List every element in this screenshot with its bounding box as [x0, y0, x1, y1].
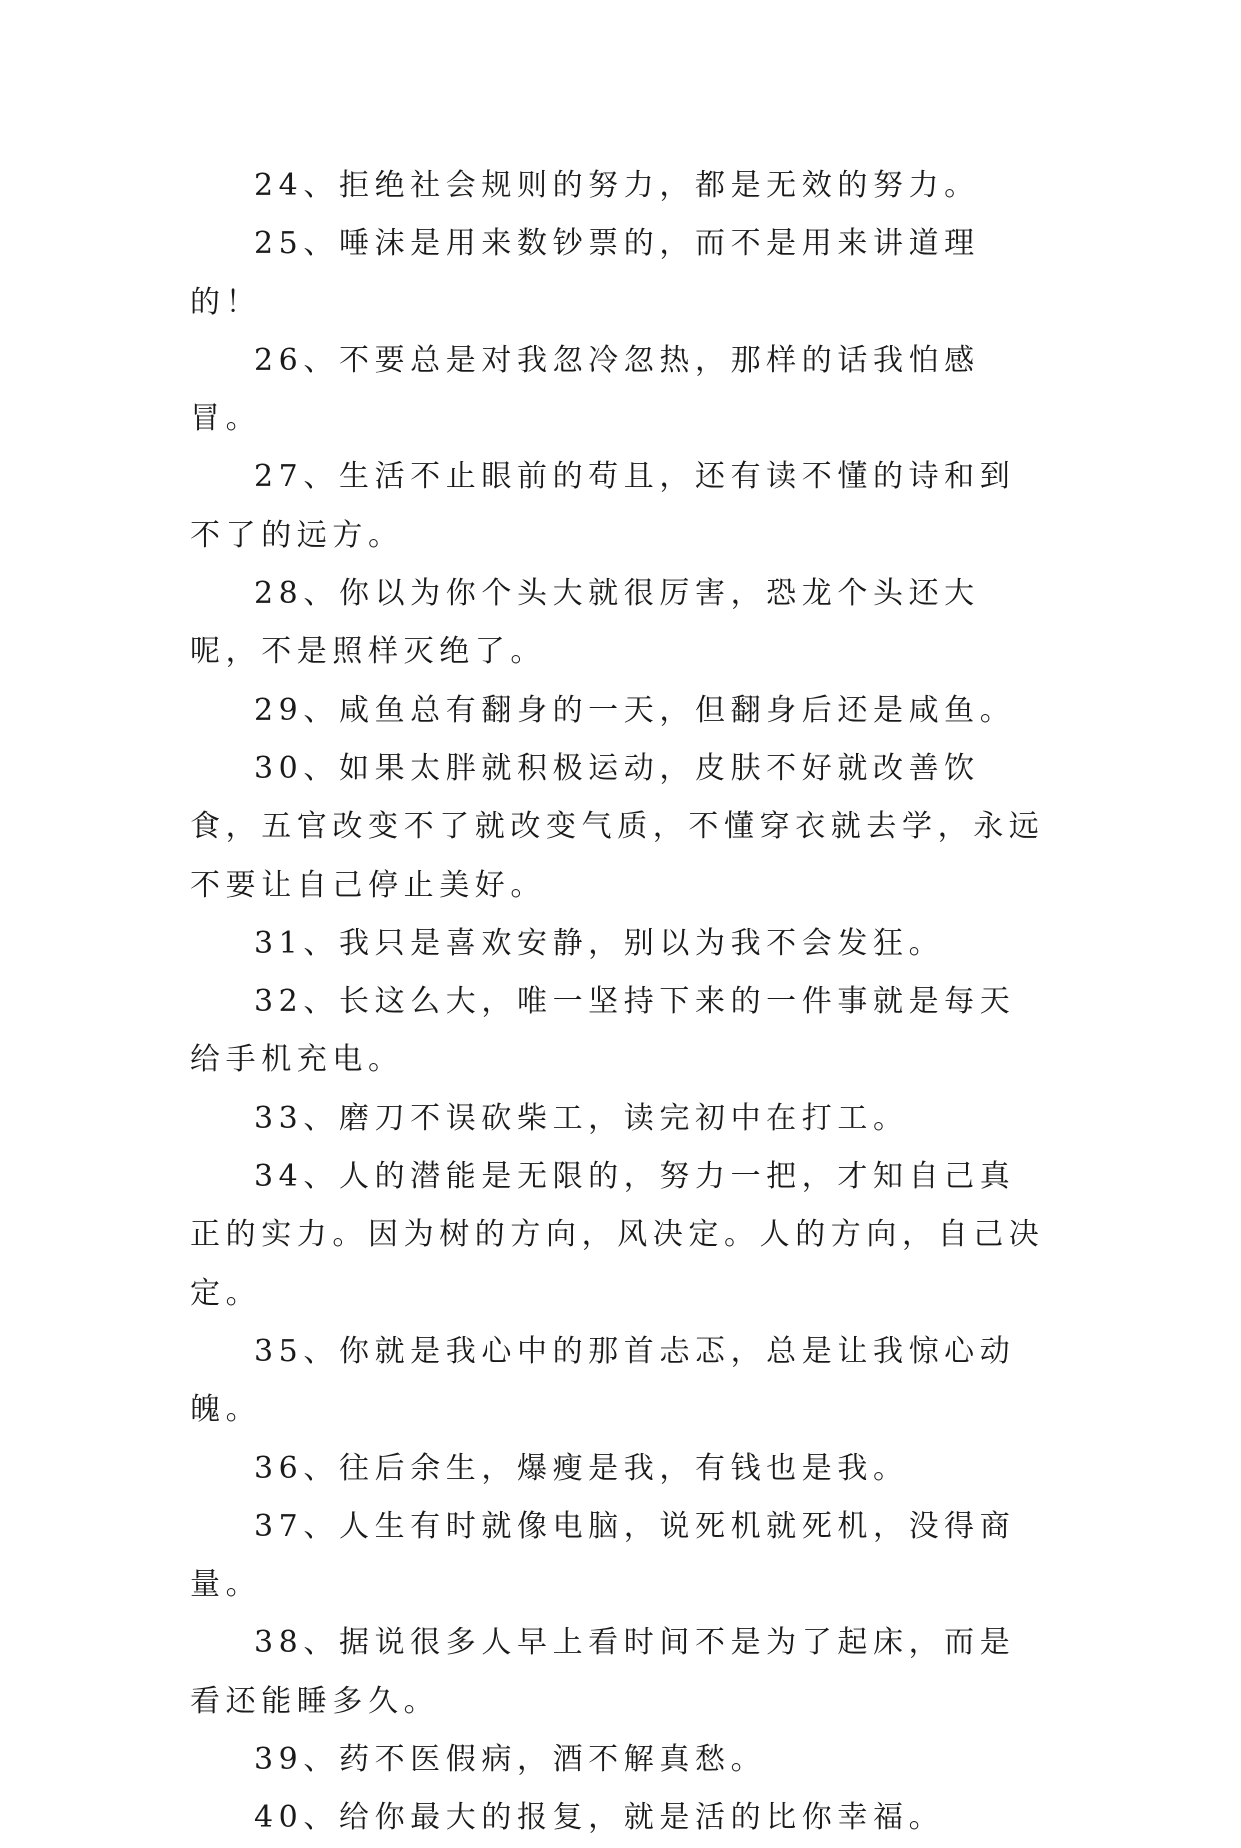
paragraph-29: 29、咸鱼总有翻身的一天，但翻身后还是咸鱼。: [254, 692, 1016, 728]
paragraph-26: 26、不要总是对我忽冷忽热，那样的话我怕感冒。: [190, 342, 980, 437]
paragraph-37: 37、人生有时就像电脑，说死机就死机，没得商量。: [190, 1508, 1016, 1603]
paragraph-30: 30、如果太胖就积极运动，皮肤不好就改善饮食，五官改变不了就改变气质，不懂穿衣就去学，永远不要让自己停止美好。: [190, 750, 1045, 903]
paragraph-25: 25、唾沫是用来数钞票的，而不是用来讲道理的！: [190, 226, 980, 320]
paragraph-38: 38、据说很多人早上看时间不是为了起床，而是看还能睡多久。: [190, 1625, 1016, 1719]
paragraph-39: 39、药不医假病，酒不解真愁。: [254, 1742, 767, 1778]
paragraph-40: 40、给你最大的报复，就是活的比你幸福。: [254, 1800, 945, 1836]
paragraph-34: 34、人的潜能是无限的，努力一把，才知自己真正的实力。因为树的方向，风决定。人的方向，自己决定。: [190, 1159, 1045, 1311]
paragraph-33: 33、磨刀不误砍柴工，读完初中在打工。: [254, 1100, 909, 1136]
paragraph-35: 35、你就是我心中的那首忐忑，总是让我惊心动魄。: [190, 1333, 1016, 1428]
paragraph-24: 24、拒绝社会规则的努力，都是无效的努力。: [254, 168, 980, 203]
paragraph-31: 31、我只是喜欢安静，别以为我不会发狂。: [254, 925, 945, 961]
paragraph-36: 36、往后余生，爆瘦是我，有钱也是我。: [254, 1450, 909, 1486]
paragraph-28: 28、你以为你个头大就很厉害，恐龙个头还大呢，不是照样灭绝了。: [190, 576, 980, 670]
paragraph-32: 32、长这么大，唯一坚持下来的一件事就是每天给手机充电。: [190, 984, 1016, 1078]
document-body: [190, 157, 1045, 1848]
paragraph-27: 27、生活不止眼前的苟且，还有读不懂的诗和到不了的远方。: [190, 459, 1016, 553]
